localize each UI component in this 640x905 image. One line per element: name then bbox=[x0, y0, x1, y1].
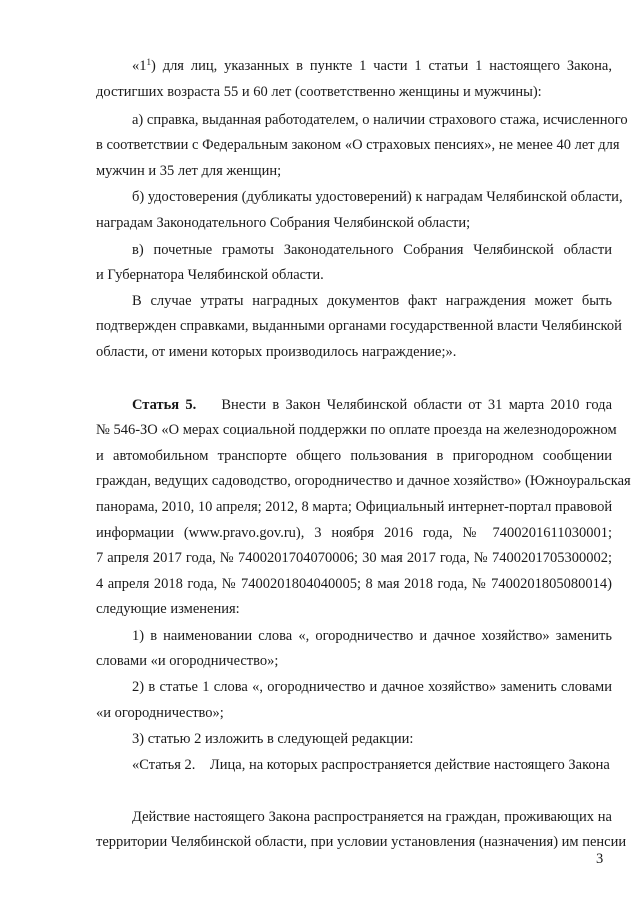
subitem-v-line-2: и Губернатора Челябинской области. bbox=[96, 267, 324, 283]
article-5-line-3: и автомобильном транспорте общего пользования в пригородном сообщении bbox=[96, 448, 612, 464]
article-5-line-9: следующие изменения: bbox=[96, 601, 240, 617]
subitem-a-line-3: мужчин и 35 лет для женщин; bbox=[96, 163, 282, 179]
subitem-a-line-2: в соответствии с Федеральным законом «О страховых пенсиях», не менее 40 лет для bbox=[96, 137, 620, 153]
new-article-body-line-2: территории Челябинской области, при условии установления (назначения) им пенсии bbox=[96, 834, 627, 850]
article-5-line-6: информации (www.pravo.gov.ru), 3 ноября 2016 года, № 7400201611030001; bbox=[96, 525, 612, 541]
item-1-1-line-1: «$1^1$) для лиц, указанных в пункте 1 части 1 статьи 1 настоящего Закона, bbox=[132, 57, 612, 74]
superscript: 1 bbox=[146, 57, 151, 67]
new-article-title: «Статья 2. Лица, на которых распространяется действие настоящего Закона bbox=[132, 757, 610, 773]
loss-note-line-3: области, от имени которых производилось награждение;». bbox=[96, 344, 457, 360]
subitem-b-line-1: б) удостоверения (дубликаты удостоверений) к наградам Челябинской области, bbox=[132, 189, 623, 205]
article-5-line-8: 4 апреля 2018 года, № 7400201804040005; 8 мая 2018 года, № 7400201805080014) bbox=[96, 576, 612, 592]
article-5-label: Статья 5. bbox=[132, 397, 197, 413]
page-number: 3 bbox=[596, 851, 604, 867]
item-1-1-line-2: достигших возраста 55 и 60 лет (соответственно женщины и мужчины): bbox=[96, 84, 542, 100]
new-article-body-line-1: Действие настоящего Закона распространяется на граждан, проживающих на bbox=[132, 809, 612, 825]
article-5-line-2: № 546-ЗО «О мерах социальной поддержки по оплате проезда на железнодорожном bbox=[96, 422, 617, 438]
loss-note-line-1: В случае утраты наградных документов факт награждения может быть bbox=[132, 293, 612, 309]
subitem-a-line-1: а) справка, выданная работодателем, о наличии страхового стажа, исчисленного bbox=[132, 112, 628, 128]
article-5-heading-line: Статья 5. Внести в Закон Челябинской области от 31 марта 2010 года bbox=[132, 397, 612, 413]
change-1-line-2: словами «и огородничество»; bbox=[96, 653, 279, 669]
change-1-line-1: 1) в наименовании слова «, огородничество и дачное хозяйство» заменить bbox=[132, 628, 612, 644]
change-3-line: 3) статью 2 изложить в следующей редакции: bbox=[132, 731, 414, 747]
subitem-v-line-1: в) почетные грамоты Законодательного Собрания Челябинской области bbox=[132, 242, 612, 258]
article-5-line-4: граждан, ведущих садоводство, огородничество и дачное хозяйство» (Южноуральская bbox=[96, 473, 631, 489]
subitem-b-line-2: наградам Законодательного Собрания Челябинской области; bbox=[96, 215, 471, 231]
change-2-line-2: «и огородничество»; bbox=[96, 705, 224, 721]
loss-note-line-2: подтвержден справками, выданными органами государственной власти Челябинской bbox=[96, 318, 622, 334]
article-5-line-5: панорама, 2010, 10 апреля; 2012, 8 марта; Официальный интернет-портал правовой bbox=[96, 499, 613, 515]
change-2-line-1: 2) в статье 1 слова «, огородничество и дачное хозяйство» заменить словами bbox=[132, 679, 612, 695]
article-5-line-7: 7 апреля 2017 года, № 7400201704070006; 30 мая 2017 года, № 7400201705300002; bbox=[96, 550, 612, 566]
